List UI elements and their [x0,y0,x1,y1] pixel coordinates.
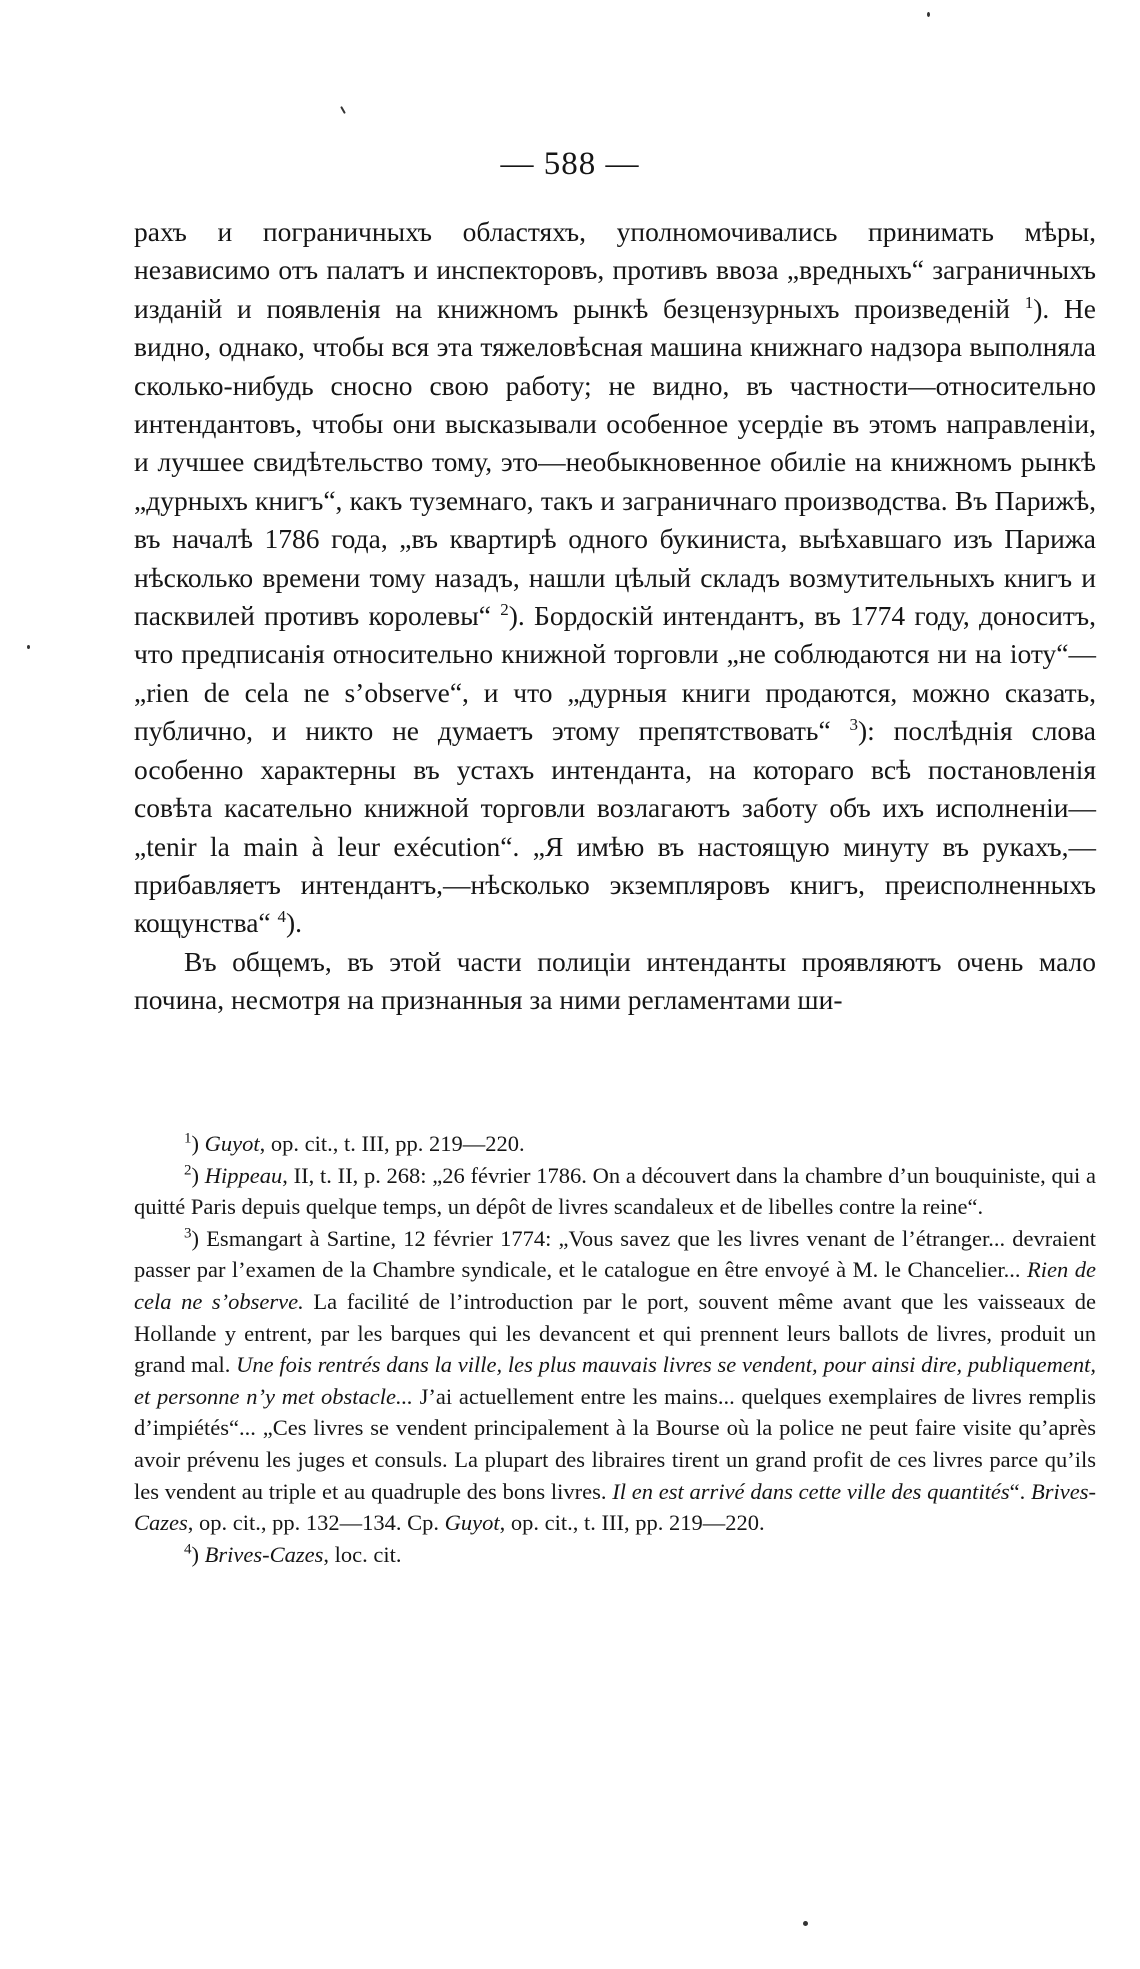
footnote-paren: ) [191,1541,199,1567]
citation-text: Esmangart à Sartine, 12 février 1774: „Vous savez que les livres venant de l’étranger... devraient passer par l’examen de la Chambre syndicale, et le catalogue en être envoyé à M. le Chancelier... [134,1225,1097,1283]
citation-quote-italic: Il en est arrivé dans cette ville des quantités [612,1478,1010,1504]
citation-text: La facilité de l’introduction par le port, souvent même avant que les vaisseaux de Hollande y entrent, par les barques qui les devancent et qui prennent leurs ballots de livres, produit un grand mal. [134,1288,1097,1378]
main-text [134,213,1096,1020]
citation-author: Guyot [444,1510,500,1536]
paragraph: Въ общемъ, въ этой части полиціи интенданты проявляютъ очень мало почина, несмотря на признанныя за ними регламентами ши- [134,945,1096,1016]
text-segment: ). [286,907,303,939]
footnote-number: 3 [184,1225,192,1242]
footnote-number: 2 [184,1162,192,1179]
footnote-ref[interactable]: 2 [500,599,509,619]
footnote-ref[interactable]: 4 [277,907,286,927]
text-segment: ). Не видно, однако, чтобы вся эта тяжеловѣсная машина книжнаго надзора выполняла сколько-нибудь сносно свою работу; не видно, въ частности—относительно интендантовъ, чтобы они высказывали особенное усердіе въ этомъ направленіи, и лучшее свидѣтельство тому, это—необыкновенное обиліе на книжномъ рынкѣ „дурныхъ книгъ“, какъ туземнаго, такъ и заграничнаго производства. Въ Парижѣ, въ началѣ 1786 года, „въ квартирѣ одного букиниста, выѣхавшаго изъ Парижа нѣсколько времени тому назадъ, нашли цѣлый складъ возмутительныхъ книгъ и пасквилей противъ королевы“ [134,292,1096,632]
citation-author: Brives-Cazes [204,1541,324,1567]
stray-mark [340,106,346,114]
footnote-paren: ) [191,1162,199,1188]
paragraph [134,213,1096,943]
stray-mark [27,645,30,649]
footnote-ref[interactable]: 3 [849,715,858,735]
text-segment: ): послѣднія слова особенно характерны въ устахъ интенданта, на котораго всѣ постановленія совѣта касательно книжной торговли возлагаютъ заботу объ ихъ исполненіи—„tenir la main à leur exécution“. „Я имѣю въ настоящую минуту въ рукахъ,—прибавляетъ интендантъ,—нѣсколько экземпляровъ книгъ, преисполненныхъ кощунства“ [134,715,1096,939]
citation-text: J’ai actuellement entre les mains... quelques exemplaires de livres remplis d’impiétés“... „Ces livres se vendent principalement à la Bourse où la police ne peut faire visite qu’après avoir prévenu les juges et consuls. La plupart des libraires tirent un grand profit de ces livres parce qu’ils les vendent au triple et au quadruple des bons livres. [134,1383,1097,1504]
text-segment: рахъ и пограничныхъ областяхъ, уполномочивались принимать мѣры, независимо отъ палатъ и инспекторовъ, противъ ввоза „вредныхъ“ заграничныхъ изданій и появленія на книжномъ рынкѣ безцензурныхъ произведеній [134,216,1096,324]
citation-text: , op. cit., t. III, pp. 219—220. [259,1131,525,1156]
footnote-number: 1 [184,1130,192,1147]
citation-author: Brives-Cazes [134,1478,1096,1536]
page-number: — 588 — [500,146,640,182]
footnote-1 [134,1128,1096,1160]
citation-text: , II, t. II, p. 268: „26 février 1786. On a découvert dans la chambre d’un bouquiniste, qui a quitté Paris depuis quelque temps, un dépôt de livres scandaleux et de libelles contre la reine“. [134,1162,1097,1220]
stray-mark [927,12,930,17]
footnote-4 [134,1539,1096,1571]
citation-text: , loc. cit. [323,1541,402,1567]
footnotes [134,1128,1096,1570]
citation-text: , op. cit., pp. 132—134. Cp. [187,1510,445,1536]
citation-author: Hippeau [204,1162,283,1188]
footnote-paren: ) [191,1225,199,1251]
footnote-2 [134,1160,1096,1223]
citation-text: “. [1009,1478,1031,1504]
footnote-ref[interactable]: 1 [1024,292,1034,312]
citation-author: Guyot [204,1131,260,1156]
citation-quote-italic: Rien de cela ne s’observe. [134,1257,1097,1314]
stray-mark [803,1921,808,1926]
footnote-number: 4 [184,1541,192,1558]
text-segment: ). Бордоскій интендантъ, въ 1774 году, доноситъ, что предписанія относительно книжной торговли „не соблюдаются ни на іоту“—„rien de cela ne s’observe“, и что „дурныя книги продаются, можно сказать, публично, и никто не думаетъ этому препятствовать“ [134,600,1096,747]
citation-text: , op. cit., t. III, pp. 219—220. [499,1510,765,1536]
citation-quote-italic: Une fois rentrés dans la ville, les plus mauvais livres se vendent, pour ainsi dire, publiquement, et personne n’y met obstacle... [134,1352,1097,1409]
footnote-3 [134,1223,1096,1539]
footnote-paren: ) [191,1131,199,1156]
